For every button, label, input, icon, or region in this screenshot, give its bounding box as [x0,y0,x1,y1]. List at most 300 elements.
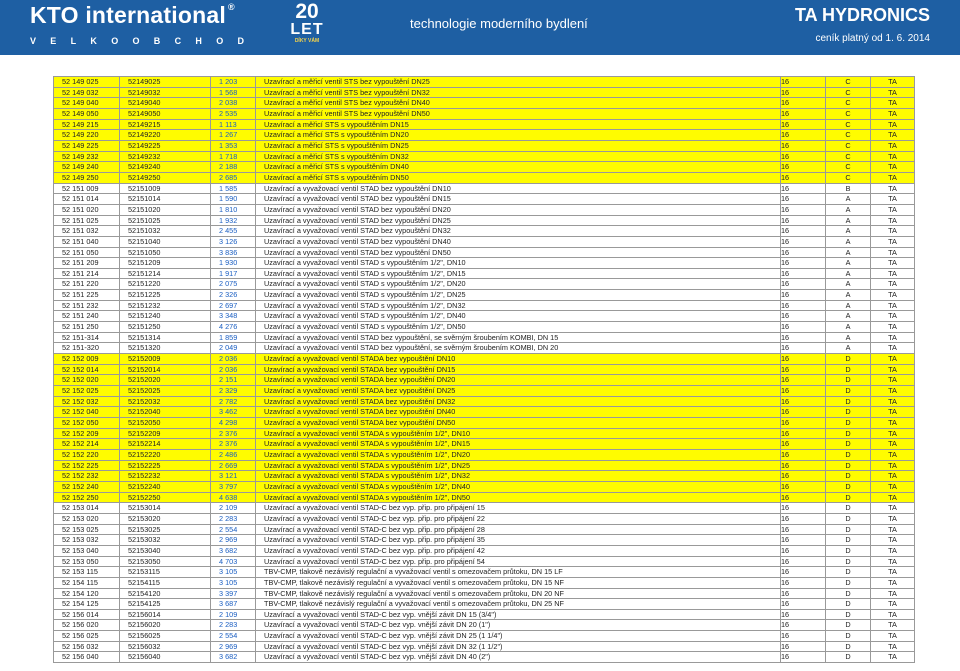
product-class: D [826,535,871,546]
product-id: 52154125 [120,599,211,610]
badge-thanks: DÍKY VÁM [294,38,320,44]
table-row [54,449,915,460]
table-row [54,524,915,535]
product-price: 2 669 [211,460,256,471]
product-id: 52154115 [120,577,211,588]
product-description: Uzavírací a vyvažovací ventil STAD-C bez vyp. vnější závit DN 15 (3/4") [256,609,781,620]
product-price: 1 590 [211,194,256,205]
product-brand: TA [871,418,915,429]
product-brand: TA [871,620,915,631]
product-code: 52 156 020 [54,620,120,631]
product-quantity: 16 [781,247,826,258]
product-brand: TA [871,194,915,205]
product-id: 52151220 [120,279,211,290]
product-class: D [826,631,871,642]
table-row [54,652,915,663]
product-brand: TA [871,151,915,162]
product-brand: TA [871,567,915,578]
product-description: Uzavírací a vyvažovací ventil STADA bez vypouštění DN40 [256,407,781,418]
table-row [54,215,915,226]
product-code: 52 149 215 [54,119,120,130]
table-row [54,300,915,311]
product-description: Uzavírací a vyvažovací ventil STAD s vypouštěním 1/2", DN15 [256,268,781,279]
product-price: 2 554 [211,631,256,642]
product-description: Uzavírací a vyvažovací ventil STAD bez vypouštění DN25 [256,215,781,226]
product-code: 52 151 220 [54,279,120,290]
table-row [54,354,915,365]
product-id: 52151209 [120,258,211,269]
product-quantity: 16 [781,279,826,290]
product-quantity: 16 [781,567,826,578]
product-class: A [826,226,871,237]
product-description: Uzavírací a vyvažovací ventil STAD bez vypouštění DN32 [256,226,781,237]
product-id: 52153025 [120,524,211,535]
table-row [54,567,915,578]
product-price: 2 038 [211,98,256,109]
product-brand: TA [871,460,915,471]
product-brand: TA [871,545,915,556]
product-description: TBV-CMP, tlakově nezávislý regulační a vyvažovací ventil s omezovačem průtoku, DN 20 NF [256,588,781,599]
table-row [54,226,915,237]
product-class: D [826,364,871,375]
product-class: D [826,588,871,599]
product-class: D [826,577,871,588]
product-class: D [826,599,871,610]
product-quantity: 16 [781,588,826,599]
product-description: Uzavírací a vyvažovací ventil STADA bez vypouštění DN20 [256,375,781,386]
product-price: 2 535 [211,108,256,119]
product-quantity: 16 [781,620,826,631]
product-price: 1 859 [211,332,256,343]
product-description: TBV-CMP, tlakově nezávislý regulační a vyvažovací ventil s omezovačem průtoku, DN 15 NF [256,577,781,588]
product-price: 3 348 [211,311,256,322]
product-description: Uzavírací a měřicí ventil STS bez vypouštění DN40 [256,98,781,109]
table-row [54,481,915,492]
product-class: D [826,471,871,482]
product-brand: TA [871,343,915,354]
product-brand: TA [871,364,915,375]
product-brand: TA [871,386,915,397]
product-class: C [826,162,871,173]
product-code: 52 151 209 [54,258,120,269]
product-quantity: 16 [781,183,826,194]
product-price: 3 126 [211,236,256,247]
table-row [54,620,915,631]
product-class: C [826,98,871,109]
product-id: 52149232 [120,151,211,162]
product-quantity: 16 [781,364,826,375]
product-class: C [826,151,871,162]
table-row [54,311,915,322]
product-brand: TA [871,172,915,183]
product-quantity: 16 [781,492,826,503]
product-quantity: 16 [781,226,826,237]
product-quantity: 16 [781,609,826,620]
product-code: 52 153 020 [54,513,120,524]
product-price: 2 109 [211,609,256,620]
product-class: D [826,375,871,386]
product-id: 52154120 [120,588,211,599]
product-quantity: 16 [781,524,826,535]
product-description: Uzavírací a vyvažovací ventil STAD-C bez vyp. vnější závit DN 32 (1 1/2") [256,641,781,652]
product-code: 52 151 240 [54,311,120,322]
product-description: Uzavírací a měřicí STS s vypouštěním DN40 [256,162,781,173]
product-description: Uzavírací a vyvažovací ventil STAD s vypouštěním 1/2", DN20 [256,279,781,290]
product-code: 52 153 032 [54,535,120,546]
table-row [54,641,915,652]
product-price: 3 105 [211,567,256,578]
product-brand: TA [871,130,915,141]
product-brand: TA [871,332,915,343]
product-id: 52156040 [120,652,211,663]
product-description: Uzavírací a měřicí ventil STS bez vypouštění DN50 [256,108,781,119]
product-brand: TA [871,652,915,663]
product-code: 52 149 032 [54,87,120,98]
product-code: 52 151 232 [54,300,120,311]
product-code: 52 156 040 [54,652,120,663]
product-brand: TA [871,268,915,279]
product-brand: TA [871,556,915,567]
product-price: 4 298 [211,418,256,429]
product-description: Uzavírací a vyvažovací ventil STADA bez vypouštění DN25 [256,386,781,397]
product-brand: TA [871,300,915,311]
product-code: 52 152 214 [54,439,120,450]
product-code: 52 153 040 [54,545,120,556]
product-price: 1 932 [211,215,256,226]
product-price: 2 969 [211,641,256,652]
product-id: 52156025 [120,631,211,642]
product-brand: TA [871,247,915,258]
product-code: 52 152 232 [54,471,120,482]
product-quantity: 16 [781,236,826,247]
product-price: 3 397 [211,588,256,599]
table-row [54,375,915,386]
product-quantity: 16 [781,354,826,365]
product-price: 2 075 [211,279,256,290]
product-quantity: 16 [781,631,826,642]
product-price: 3 687 [211,599,256,610]
product-price: 2 326 [211,290,256,301]
validity-date: ceník platný od 1. 6. 2014 [815,33,930,44]
product-description: Uzavírací a vyvažovací ventil STAD bez vypouštění, se svěrným šroubením KOMBI, DN 20 [256,343,781,354]
product-class: C [826,108,871,119]
product-id: 52152209 [120,428,211,439]
product-quantity: 16 [781,322,826,333]
product-code: 52 152 025 [54,386,120,397]
product-price: 3 797 [211,481,256,492]
product-code: 52 152 009 [54,354,120,365]
product-code: 52 151 020 [54,204,120,215]
product-description: Uzavírací a vyvažovací ventil STAD-C bez vyp. přip. pro připájení 54 [256,556,781,567]
product-class: D [826,503,871,514]
product-id: 52153032 [120,535,211,546]
product-quantity: 16 [781,545,826,556]
table-row [54,236,915,247]
product-description: Uzavírací a vyvažovací ventil STADA s vypouštěním 1/2", DN10 [256,428,781,439]
product-quantity: 16 [781,556,826,567]
product-class: A [826,215,871,226]
product-brand: TA [871,236,915,247]
product-code: 52 154 120 [54,588,120,599]
product-price: 3 105 [211,577,256,588]
product-description: Uzavírací a měřicí STS s vypouštěním DN20 [256,130,781,141]
product-description: Uzavírací a vyvažovací ventil STADA s vypouštěním 1/2", DN50 [256,492,781,503]
product-description: Uzavírací a vyvažovací ventil STAD s vypouštěním 1/2", DN32 [256,300,781,311]
product-class: A [826,332,871,343]
product-description: Uzavírací a vyvažovací ventil STADA bez vypouštění DN50 [256,418,781,429]
table-row [54,396,915,407]
product-brand: TA [871,226,915,237]
product-brand: TA [871,215,915,226]
product-description: Uzavírací a vyvažovací ventil STADA s vypouštěním 1/2", DN15 [256,439,781,450]
product-brand: TA [871,77,915,88]
product-description: Uzavírací a vyvažovací ventil STADA s vypouštěním 1/2", DN20 [256,449,781,460]
product-price: 3 682 [211,545,256,556]
registered-mark: ® [227,2,235,12]
product-code: 52 152 240 [54,481,120,492]
product-class: A [826,236,871,247]
product-code: 52 149 240 [54,162,120,173]
product-quantity: 16 [781,513,826,524]
product-brand: TA [871,428,915,439]
product-description: Uzavírací a vyvažovací ventil STAD bez vypouštění DN50 [256,247,781,258]
product-id: 52152025 [120,386,211,397]
product-brand: TA [871,609,915,620]
price-table-body [54,77,915,663]
product-code: 52 152 014 [54,364,120,375]
product-code: 52 151 050 [54,247,120,258]
anniversary-badge [287,2,327,45]
product-class: A [826,268,871,279]
product-description: Uzavírací a vyvažovací ventil STAD bez vypouštění DN10 [256,183,781,194]
product-quantity: 16 [781,386,826,397]
product-brand: TA [871,183,915,194]
table-row [54,119,915,130]
product-quantity: 16 [781,300,826,311]
product-id: 52152250 [120,492,211,503]
product-id: 52156014 [120,609,211,620]
product-id: 52153040 [120,545,211,556]
product-code: 52 154 125 [54,599,120,610]
product-description: TBV-CMP, tlakově nezávislý regulační a vyvažovací ventil s omezovačem průtoku, DN 25 NF [256,599,781,610]
product-id: 52151240 [120,311,211,322]
product-price: 1 113 [211,119,256,130]
product-class: D [826,407,871,418]
product-quantity: 16 [781,130,826,141]
table-row [54,87,915,98]
product-description: Uzavírací a vyvažovací ventil STAD-C bez vyp. přip. pro připájení 15 [256,503,781,514]
product-class: A [826,300,871,311]
product-brand: TA [871,471,915,482]
product-quantity: 16 [781,396,826,407]
table-row [54,194,915,205]
product-quantity: 16 [781,599,826,610]
product-description: Uzavírací a vyvažovací ventil STAD-C bez vyp. vnější závit DN 20 (1") [256,620,781,631]
product-id: 52151040 [120,236,211,247]
product-class: A [826,194,871,205]
product-description: Uzavírací a vyvažovací ventil STAD s vypouštěním 1/2", DN25 [256,290,781,301]
company-logo [30,2,235,29]
product-description: Uzavírací a vyvažovací ventil STADA s vypouštěním 1/2", DN25 [256,460,781,471]
product-price: 4 638 [211,492,256,503]
product-price: 2 486 [211,449,256,460]
product-quantity: 16 [781,449,826,460]
price-table [53,76,915,663]
product-price: 1 917 [211,268,256,279]
product-class: D [826,567,871,578]
product-description: Uzavírací a vyvažovací ventil STADA bez vypouštění DN10 [256,354,781,365]
product-code: 52 153 115 [54,567,120,578]
product-brand: TA [871,524,915,535]
product-code: 52 152 250 [54,492,120,503]
product-description: Uzavírací a měřicí STS s vypouštěním DN50 [256,172,781,183]
product-id: 52149240 [120,162,211,173]
product-class: D [826,460,871,471]
product-description: TBV-CMP, tlakově nezávislý regulační a vyvažovací ventil s omezovačem průtoku, DN 15 LF [256,567,781,578]
product-class: A [826,290,871,301]
product-class: A [826,204,871,215]
product-id: 52152009 [120,354,211,365]
table-row [54,151,915,162]
product-quantity: 16 [781,140,826,151]
product-price: 3 682 [211,652,256,663]
product-brand: TA [871,439,915,450]
product-brand: TA [871,407,915,418]
product-brand: TA [871,140,915,151]
product-class: D [826,556,871,567]
product-id: 52153014 [120,503,211,514]
product-code: 52 149 025 [54,77,120,88]
product-price: 1 718 [211,151,256,162]
product-id: 52149050 [120,108,211,119]
product-quantity: 16 [781,98,826,109]
product-price: 2 969 [211,535,256,546]
product-description: Uzavírací a vyvažovací ventil STAD-C bez vyp. přip. pro připájení 22 [256,513,781,524]
product-code: 52 153 025 [54,524,120,535]
product-price: 2 036 [211,364,256,375]
product-description: Uzavírací a vyvažovací ventil STAD s vypouštěním 1/2", DN10 [256,258,781,269]
product-quantity: 16 [781,108,826,119]
product-brand: TA [871,354,915,365]
product-class: D [826,641,871,652]
product-brand: TA [871,449,915,460]
table-row [54,77,915,88]
product-quantity: 16 [781,268,826,279]
product-class: D [826,620,871,631]
table-row [54,386,915,397]
product-brand: TA [871,162,915,173]
table-row [54,140,915,151]
product-id: 52151025 [120,215,211,226]
product-id: 52151032 [120,226,211,237]
product-id: 52151014 [120,194,211,205]
product-price: 2 283 [211,513,256,524]
product-code: 52 153 014 [54,503,120,514]
product-quantity: 16 [781,119,826,130]
product-description: Uzavírací a měřicí ventil STS bez vypouštění DN32 [256,87,781,98]
product-price: 2 782 [211,396,256,407]
product-price: 1 568 [211,87,256,98]
product-class: D [826,396,871,407]
product-code: 52 153 050 [54,556,120,567]
product-code: 52 149 225 [54,140,120,151]
table-row [54,258,915,269]
product-description: Uzavírací a vyvažovací ventil STADA bez vypouštění DN32 [256,396,781,407]
product-price: 2 151 [211,375,256,386]
product-brand: TA [871,87,915,98]
table-row [54,545,915,556]
product-quantity: 16 [781,428,826,439]
product-quantity: 16 [781,439,826,450]
product-brand: TA [871,513,915,524]
product-quantity: 16 [781,258,826,269]
product-price: 3 462 [211,407,256,418]
product-description: Uzavírací a vyvažovací ventil STAD s vypouštěním 1/2", DN50 [256,322,781,333]
product-class: D [826,354,871,365]
product-id: 52149032 [120,87,211,98]
product-code: 52 152 040 [54,407,120,418]
product-code: 52 152 209 [54,428,120,439]
table-row [54,162,915,173]
product-price: 1 585 [211,183,256,194]
product-quantity: 16 [781,375,826,386]
table-row [54,439,915,450]
product-id: 52151314 [120,332,211,343]
product-id: 52152214 [120,439,211,450]
product-class: D [826,449,871,460]
product-brand: TA [871,290,915,301]
product-brand: TA [871,481,915,492]
product-id: 52149220 [120,130,211,141]
product-class: C [826,172,871,183]
product-id: 52149040 [120,98,211,109]
product-brand: TA [871,577,915,588]
product-quantity: 16 [781,471,826,482]
product-price: 3 121 [211,471,256,482]
table-row [54,204,915,215]
product-price: 2 376 [211,428,256,439]
product-class: C [826,130,871,141]
product-brand: TA [871,119,915,130]
product-quantity: 16 [781,172,826,183]
product-id: 52152040 [120,407,211,418]
product-class: D [826,492,871,503]
table-row [54,322,915,333]
product-class: C [826,87,871,98]
product-description: Uzavírací a vyvažovací ventil STAD-C bez vyp. vnější závit DN 25 (1 1/4") [256,631,781,642]
table-row [54,364,915,375]
product-id: 52149225 [120,140,211,151]
product-code: 52 151 250 [54,322,120,333]
product-quantity: 16 [781,204,826,215]
product-code: 52 156 032 [54,641,120,652]
product-description: Uzavírací a vyvažovací ventil STAD bez vypouštění, se svěrným šroubením KOMBI, DN 15 [256,332,781,343]
product-description: Uzavírací a vyvažovací ventil STAD bez vypouštění DN40 [256,236,781,247]
table-row [54,577,915,588]
product-brand: TA [871,599,915,610]
product-code: 52 149 232 [54,151,120,162]
product-id: 52151214 [120,268,211,279]
product-description: Uzavírací a měřicí STS s vypouštěním DN15 [256,119,781,130]
page-header [0,0,960,55]
product-price: 2 455 [211,226,256,237]
product-description: Uzavírací a vyvažovací ventil STAD bez vypouštění DN15 [256,194,781,205]
table-row [54,268,915,279]
product-class: A [826,247,871,258]
product-brand: TA [871,631,915,642]
table-row [54,247,915,258]
product-code: 52 151-314 [54,332,120,343]
